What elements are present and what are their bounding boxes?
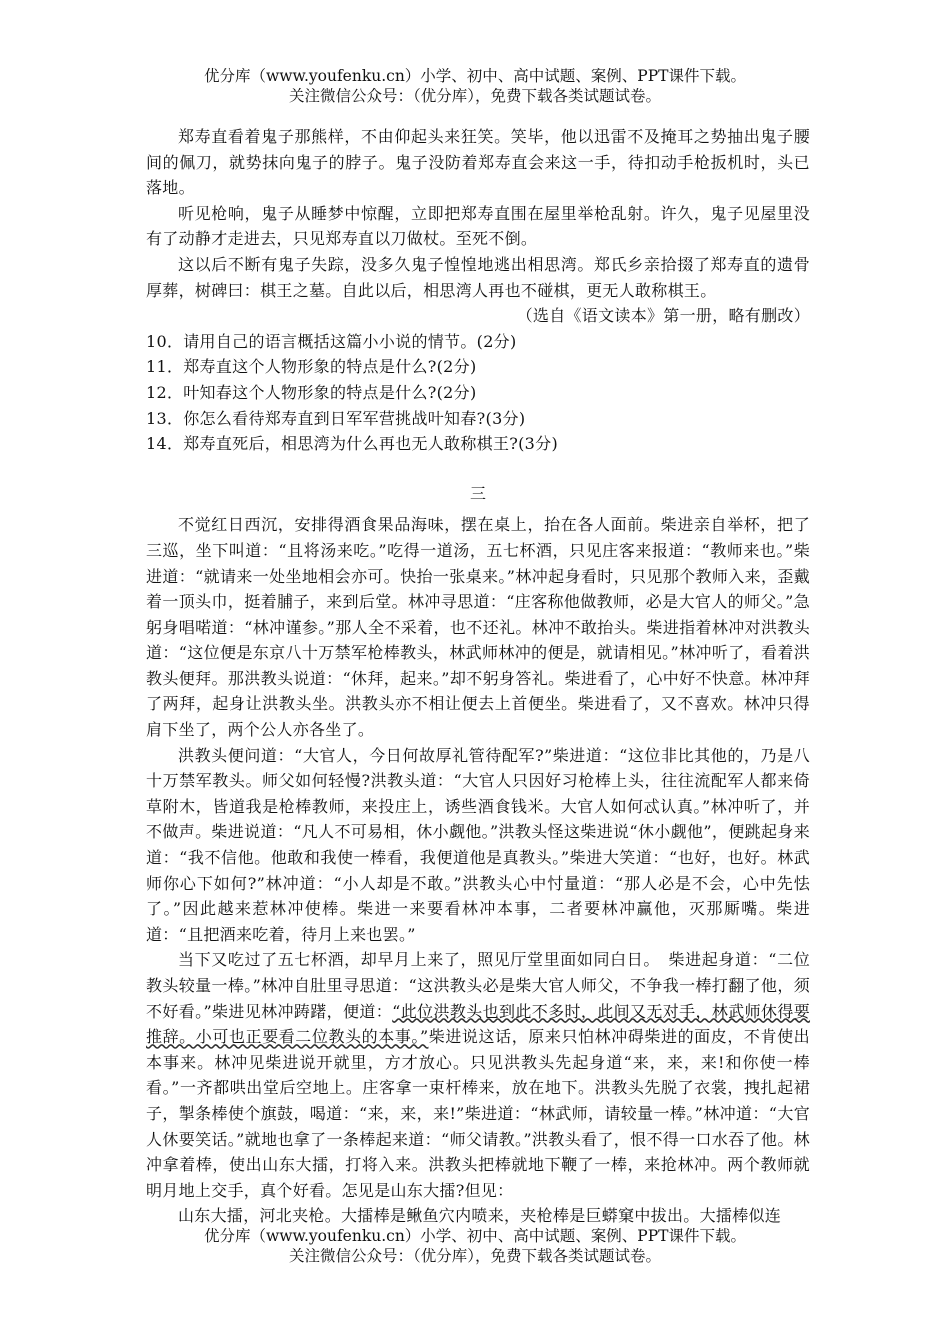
section-paragraph (146, 947, 810, 1203)
question-item: 14．郑寿直死后，相思湾为什么再也无人敢称棋王?(3分) (146, 434, 559, 454)
page-footer (0, 1226, 950, 1266)
page-header (0, 66, 950, 106)
question-item: 11．郑寿直这个人物形象的特点是什么?(2分) (146, 357, 477, 377)
question-item: 13．你怎么看待郑寿直到日军军营挑战叶知春?(3分) (146, 408, 526, 428)
section-paragraph: 洪教头便问道：“大官人，今日何故厚礼管待配军?”柴进道：“这位非比其他的，乃是八十万禁军教头。师父如何轻慢?洪教头道：“大官人只因好习枪棒上头，往往流配军人都来倚草附木，皆道我是枪棒教师，来投庄上，诱些酒食钱米。大官人如何忒认真。”林冲听了，并不做声。柴进说道：“凡人不可易相，休小觑他。”洪教头怪这柴进说“休小觑他”，便跳起身来道：“我不信他。他敢和我使一棒看，我便道他是真教头。”柴进大笑道：“也好，也好。林武师你心下如何?”林冲道：“小人却是不敢。”洪教头心中忖量道：“那人必是不会，心中先怯了。”因此越来惹林冲使棒。柴进一来要看林冲本事，二者要林冲赢他，灭那厮嘴。柴进道：“且把酒来吃着，待月上来也罢。” (146, 745, 810, 944)
section-paragraph: 不觉红日西沉，安排得酒食果品海味，摆在桌上，抬在各人面前。柴进亲自举杯，把了三巡，坐下叫道：“且将汤来吃。”吃得一道汤，五七杯酒，只见庄客来报道：“教师来也。”柴进道：“就请来一处坐地相会亦可。快抬一张桌来。”林冲起身看时，只见那个教师入来，歪戴着一顶头巾，挺着脯子，来到后堂。林冲寻思道：“庄客称他做教师，必是大官人的师父。”急躬身唱喏道：“林冲谨参。”那人全不采着，也不还礼。林冲不敢抬头。柴进指着林冲对洪教头道：“这位便是东京八十万禁军枪棒教头，林武师林冲的便是，就请相见。”林冲听了，看着洪教头便拜。那洪教头说道：“休拜，起来。”却不躬身答礼。柴进看了，心中好不快意。林冲拜了两拜，起身让洪教头坐。洪教头亦不相让便去上首便坐。柴进看了，又不喜欢。林冲只得肩下坐了，两个公人亦各坐了。 (146, 515, 810, 740)
footer-line-1: 优分库（www.youfenku.cn）小学、初中、高中试题、案例、PPT课件下载。 (203, 1227, 747, 1245)
section-heading: 三 (469, 483, 486, 503)
passage-paragraph: 听见枪响，鬼子从睡梦中惊醒，立即把郑寿直围在屋里举枪乱射。许久，鬼子见屋里没有了动静才走进去，只见郑寿直以刀做杖。至死不倒。 (146, 203, 810, 249)
header-line-2: 关注微信公众号：（优分库），免费下载各类试题试卷。 (288, 87, 661, 105)
question-item: 12．叶知春这个人物形象的特点是什么?(2分) (146, 382, 477, 402)
question-list (146, 329, 810, 457)
text-run: 柴进说这话，原来只怕林冲碍柴进的面皮，不肯使出本事来。林冲见柴进说开就里，方才放心。只见洪教头先起身道“来，来，来!和你使一棒看。”一齐都哄出堂后空地上。庄客拿一束杆棒来，放在地下。洪教头先脱了衣裳，拽扎起裙子，掣条棒使个旗鼓，喝道：“来，来，来!”柴进道：“林武师，请较量一棒。”林冲道：“大官人休要笑话。”就地也拿了一条棒起来道：“师父请教。”洪教头看了，恨不得一口水吞了他。林冲拿着棒，使出山东大擂，打将入来。洪教头把棒就地下鞭了一棒，来抢林冲。两个教师就明月地上交手，真个好看。怎见是山东大擂?但见： (146, 1027, 810, 1200)
passage-paragraph: 这以后不断有鬼子失踪，没多久鬼子惶惶地逃出相思湾。郑氏乡亲拾掇了郑寿直的遗骨厚葬，树碑曰：棋王之墓。自此以后，相思湾人再也不碰棋，更无人敢称棋王。 (146, 254, 810, 300)
footer-line-2: 关注微信公众号：（优分库），免费下载各类试题试卷。 (288, 1247, 661, 1265)
passage-paragraph: 郑寿直看着鬼子那熊样，不由仰起头来狂笑。笑毕，他以迅雷不及掩耳之势抽出鬼子腰间的佩刀，就势抹向鬼子的脖子。鬼子没防着郑寿直会来这一手，待扣动手枪扳机时，头已落地。 (146, 127, 810, 198)
source-citation: （选自《语文读本》第一册，略有删改） (516, 306, 810, 326)
header-line-1: 优分库（www.youfenku.cn）小学、初中、高中试题、案例、PPT课件下载。 (203, 67, 747, 85)
underlined-text: “此位洪教头也到此不多时，此间又无对手，林武师休得要推辞。小可也正要看二位教头的本事。” (146, 1001, 811, 1047)
question-item: 10．请用自己的语言概括这篇小小说的情节。(2分) (146, 331, 517, 351)
text-run: 当下又吃过了五七杯酒，却早月上来了，照见厅堂里面如同白日。 柴进起身道：“二位教头较量一棒。”林冲自肚里寻思道：“这洪教头必是柴大官人师父，不争我一棒打翻了他，须不好看。”柴进见林冲踌躇，便道： (146, 950, 810, 1021)
section-paragraph: 山东大擂，河北夹枪。大擂棒是鳅鱼穴内喷来，夹枪棒是巨蟒窠中拔出。大擂棒似连 (178, 1206, 782, 1226)
main-content (146, 124, 810, 1229)
